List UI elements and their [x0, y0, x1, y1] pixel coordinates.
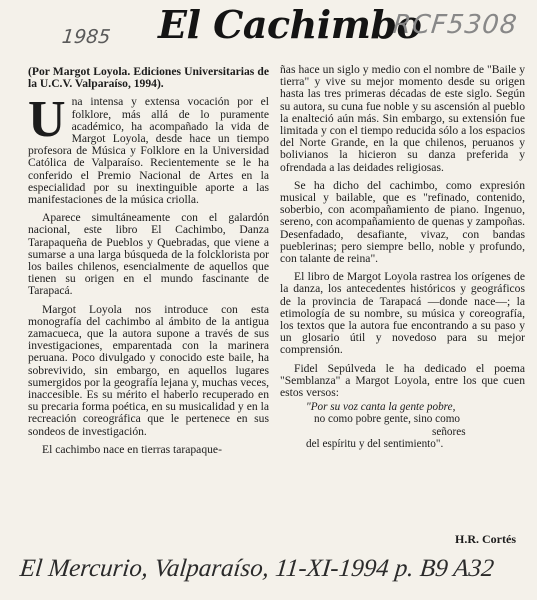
article-title: El Cachimbo	[158, 2, 422, 47]
poem-verse	[306, 401, 525, 450]
verse-line-4: del espíritu y del sentimiento".	[306, 437, 444, 450]
handwritten-year: 1985	[60, 26, 112, 48]
left-column	[28, 66, 269, 456]
paragraph-5: ñas hace un siglo y medio con el nombre de "Baile y tierra" y vive su mejor momento desde su origen hasta las tres primeras décadas de este siglo. Según su autora, su cuna fue noble y su ascensión al pueblo la enalteció aún más. Sin embargo, su extensión fue limitada y con el tiempo reducida sólo a los espacios del Norte Grande, en la que chilenos, peruanos y bolivianos la hicieron su danza preferida y ofrendada a las deidades religiosas.	[280, 63, 526, 174]
paragraph-3: Margot Loyola nos introduce con esta monografía del cachimbo al ámbito de la antigua zamacueca, que la autora supone a través de sus investigaciones, emparentada con la marinera peruana. Poco divulgado y conocido este baile, ha sobrevivido, sin embargo, en aquellos lugares sumergidos por la geografía lejana y, muchas veces, inaccesible. Es su mérito el haberlo recuperado en su precaria forma poética, en su musicalidad y en la recreación coreográfica que le pertenece en sus sondeos de investigación.	[28, 302, 269, 438]
paragraph-1	[28, 91, 269, 207]
verse-line-3: señores	[432, 425, 466, 438]
paragraph-8: Fidel Sepúlveda le ha dedicado el poema "Semblanza" a Margot Loyola, entre los que cuen estos versos:	[280, 361, 525, 400]
verse-line-1: "Por su voz canta la gente pobre,	[306, 401, 456, 414]
article-byline: (Por Margot Loyola. Ediciones Universitarias de la U.C.V. Valparaíso, 1994).	[28, 65, 269, 91]
paragraph-4: El cachimbo nace en tierras tarapaque-	[42, 442, 222, 456]
author-signature: H.R. Cortés	[455, 532, 516, 546]
paragraph-1-text: na intensa y extensa vocación por el folklore, más allá de lo puramente académico, ha acompañado la vida de Margot Loyola, desde hace un tiempo profesora de Música y Folklore en la Universidad Católica de Valparaíso. Recientemente se le ha conferido el Premio Nacional de Artes en la especialidad por su inextinguible aporte a las manifestaciones de la música criolla.	[28, 95, 269, 207]
drop-cap: U	[28, 91, 66, 149]
paragraph-7: El libro de Margot Loyola rastrea los orígenes de la danza, los antecedentes históricos y geográficos de la provincia de Tarapacá —donde nace—; la etimología de su nombre, su música y coreografía, los textos que la autora fue encontrando a su paso y un glosario útil y novedoso para su mejor comprensión.	[280, 270, 525, 357]
handwritten-source-note: El Mercurio, Valparaíso, 11-XI-1994 p. B9 A32	[18, 555, 496, 582]
paragraph-6: Se ha dicho del cachimbo, como expresión musical y bailable, que es "refinado, contenido, soberbio, con acompañamiento de piano. Ingenuo, sereno, con acompañamiento de quenas y zampoñas. Desenfadado, desafiante, vivaz, con bandas pueblerinas; pero siempre bello, noble y profundo, con talante de reina".	[280, 178, 525, 266]
handwritten-catalog-code: RCF5308	[391, 10, 519, 40]
right-column	[280, 64, 525, 450]
paragraph-2: Aparece simultáneamente con el galardón nacional, este libro El Cachimbo, Danza Tarapaqueña de Pueblos y Quebradas, que viene a sumarse a una larga búsqueda de la folckloristа por los bailes chilenos, esencialmente de aquellos que tienen su origen en el mundo fascinante de Tarapacá.	[28, 211, 269, 298]
verse-line-2: no como pobre gente, sino como	[314, 413, 461, 426]
